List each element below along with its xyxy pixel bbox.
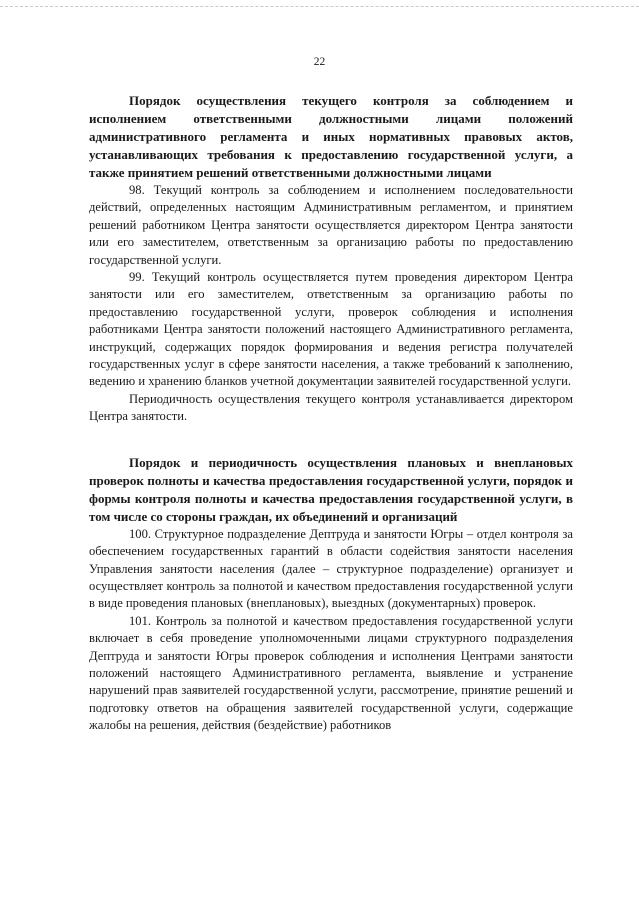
paragraph-98: 98. Текущий контроль за соблюдением и исполнением последовательности действий, определенных настоящим Административным регламентом, и принятием решений работником Центра занятости осуществляется директором Центра занятости или его заместителем, ответственным за организацию работы по предоставлению государственной услуги.	[89, 183, 573, 267]
paragraph-100: 100. Структурное подразделение Дептруда и занятости Югры – отдел контроля за обеспечением государственных гарантий в области содействия занятости населения Управления занятости населения (далее – структурное подразделение) организует и осуществляет контроль за полнотой и качеством предоставления государственной услуги в виде проведения плановых (внеплановых), выездных (документарных) проверок.	[89, 526, 573, 611]
section-heading-inspections: Порядок и периодичность осуществления плановых и внеплановых проверок полноты и качества предоставления государственной услуги, порядок и формы контроля полноты и качества предоставления государственной услуги, в том числе со стороны граждан, их объединений и организаций	[89, 454, 573, 524]
paragraph-101: 101. Контроль за полнотой и качеством предоставления государственной услуги включает в себя проведение уполномоченными лицами структурного подразделения Дептруда и занятости Югры проверок соблюдения и исполнения Центрами занятости положений настоящего Административного регламента, выявление и устранение нарушений прав заявителей государственной услуги, рассмотрение, принятие решений и подготовку ответов на обращения заявителей государственной услуги, содержащие жалобы на решения, действия (бездействие) работников	[89, 613, 573, 733]
page-number: 22	[313, 56, 326, 68]
section-heading-current-control: Порядок осуществления текущего контроля за соблюдением и исполнением ответственными должностными лицами положений административного регламента и иных нормативных правовых актов, устанавливающих требования к предоставлению государственной услуги, а также принятием решений ответственными должностными лицами	[89, 93, 573, 180]
paragraph-99: 99. Текущий контроль осуществляется путем проведения директором Центра занятости или его заместителем, ответственным за организацию работы по предоставлению государственной услуги, проверок соблюдения и исполнения работниками Центра занятости положений настоящего Административного регламента, инструкций, содержащих порядок формирования и ведения регистра получателей государственных услуг в сфере занятости населения, а также требований к заполнению, ведению и хранению бланков учетной документации заявителей государственной услуги.	[89, 270, 573, 389]
document-body	[89, 92, 573, 735]
section-spacer	[89, 426, 573, 454]
page-top-edge	[0, 6, 639, 7]
paragraph-periodicity: Периодичность осуществления текущего контроля устанавливается директором Центра занятости.	[89, 391, 573, 424]
